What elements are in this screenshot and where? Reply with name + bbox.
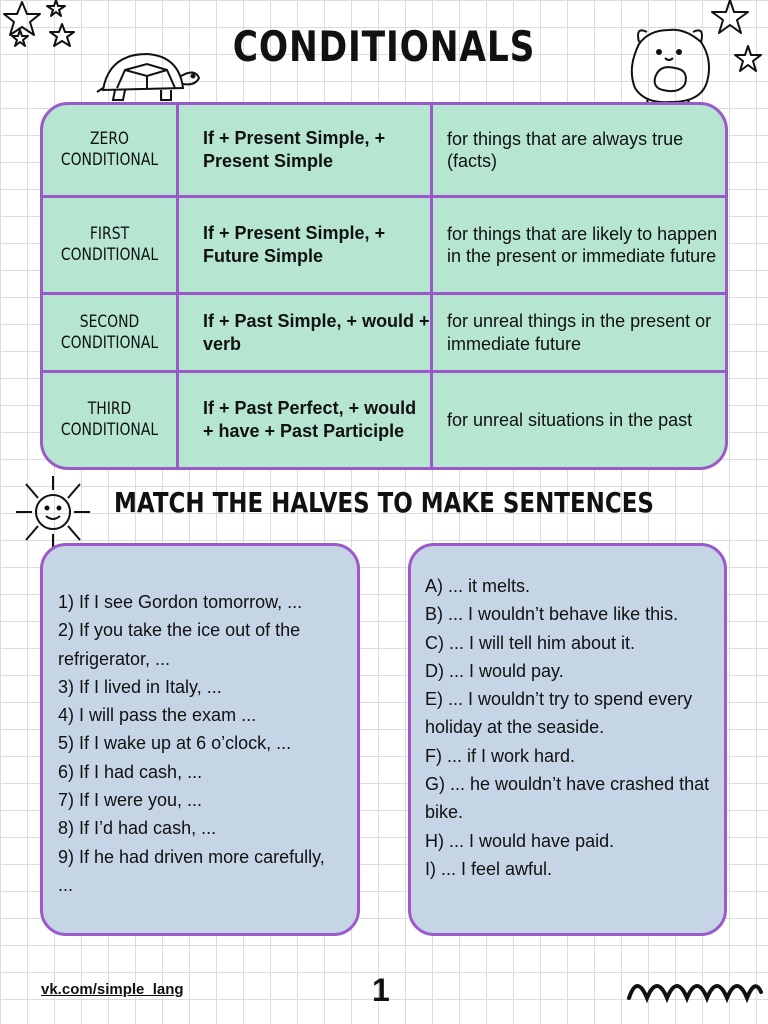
list-item: H) ... I would have paid. <box>425 830 615 851</box>
list-item: 8) If I’d had cash, ... <box>58 818 217 839</box>
conditional-name: FIRST CONDITIONAL <box>60 224 159 265</box>
list-item: 2) If you take the ice out of the refrigerator, ... <box>58 620 301 669</box>
list-item: 9) If he had driven more carefully, ... <box>58 846 325 895</box>
list-item: A) ... it melts. <box>425 576 531 596</box>
conditional-use: for things that are likely to happen in the present or immediate future <box>447 223 718 266</box>
list-item: D) ... I would pay. <box>425 660 564 681</box>
list-item: 1) If I see Gordon tomorrow, ... <box>58 592 303 612</box>
list-item: I) ... I feel awful. <box>425 858 553 879</box>
list-item: 3) If I lived in Italy, ... <box>58 676 222 697</box>
page-number: 1 <box>372 972 390 1008</box>
conditional-name: SECOND CONDITIONAL <box>60 311 159 353</box>
list-item: 4) I will pass the exam ... <box>58 705 257 726</box>
second-halves-panel <box>408 543 727 936</box>
list-item: E) ... I wouldn’t try to spend every holiday at the seaside. <box>425 689 693 738</box>
table-row <box>43 198 725 295</box>
table-row <box>43 105 725 198</box>
conditional-use: for unreal things in the present or immediate future <box>447 311 712 354</box>
conditionals-table <box>40 102 728 470</box>
table-row <box>43 373 725 467</box>
first-halves-list <box>58 588 343 899</box>
conditional-use: for things that are always true (facts) <box>447 128 684 171</box>
conditional-formula: If + Past Perfect, + would + have + Past Participle <box>179 373 433 467</box>
list-item: C) ... I will tell him about it. <box>425 632 636 653</box>
conditional-formula: If + Present Simple, + Present Simple <box>179 105 433 195</box>
list-item: F) ... if I work hard. <box>425 745 576 766</box>
conditional-name: ZERO CONDITIONAL <box>60 129 159 170</box>
conditional-formula: If + Past Simple, + would + verb <box>179 295 433 370</box>
first-halves-panel <box>40 543 360 936</box>
list-item: 5) If I wake up at 6 o’clock, ... <box>58 733 292 754</box>
list-item: 6) If I had cash, ... <box>58 761 203 782</box>
list-item: B) ... I wouldn’t behave like this. <box>425 604 679 625</box>
list-item: 7) If I were you, ... <box>58 790 203 811</box>
list-item: G) ... he wouldn’t have crashed that bike. <box>425 774 710 823</box>
conditional-formula: If + Present Simple, + Future Simple <box>179 198 433 292</box>
footer-link[interactable]: vk.com/simple_lang <box>41 981 184 998</box>
conditional-use: for unreal situations in the past <box>447 409 693 430</box>
zigzag-icon <box>625 968 765 1008</box>
second-halves-list <box>425 572 714 883</box>
exercise-title: MATCH THE HALVES TO MAKE SENTENCES <box>114 486 654 519</box>
page-title: CONDITIONALS <box>232 22 536 71</box>
stars-top-right-icon <box>700 0 768 84</box>
conditional-name: THIRD CONDITIONAL <box>60 399 159 440</box>
table-row <box>43 295 725 373</box>
